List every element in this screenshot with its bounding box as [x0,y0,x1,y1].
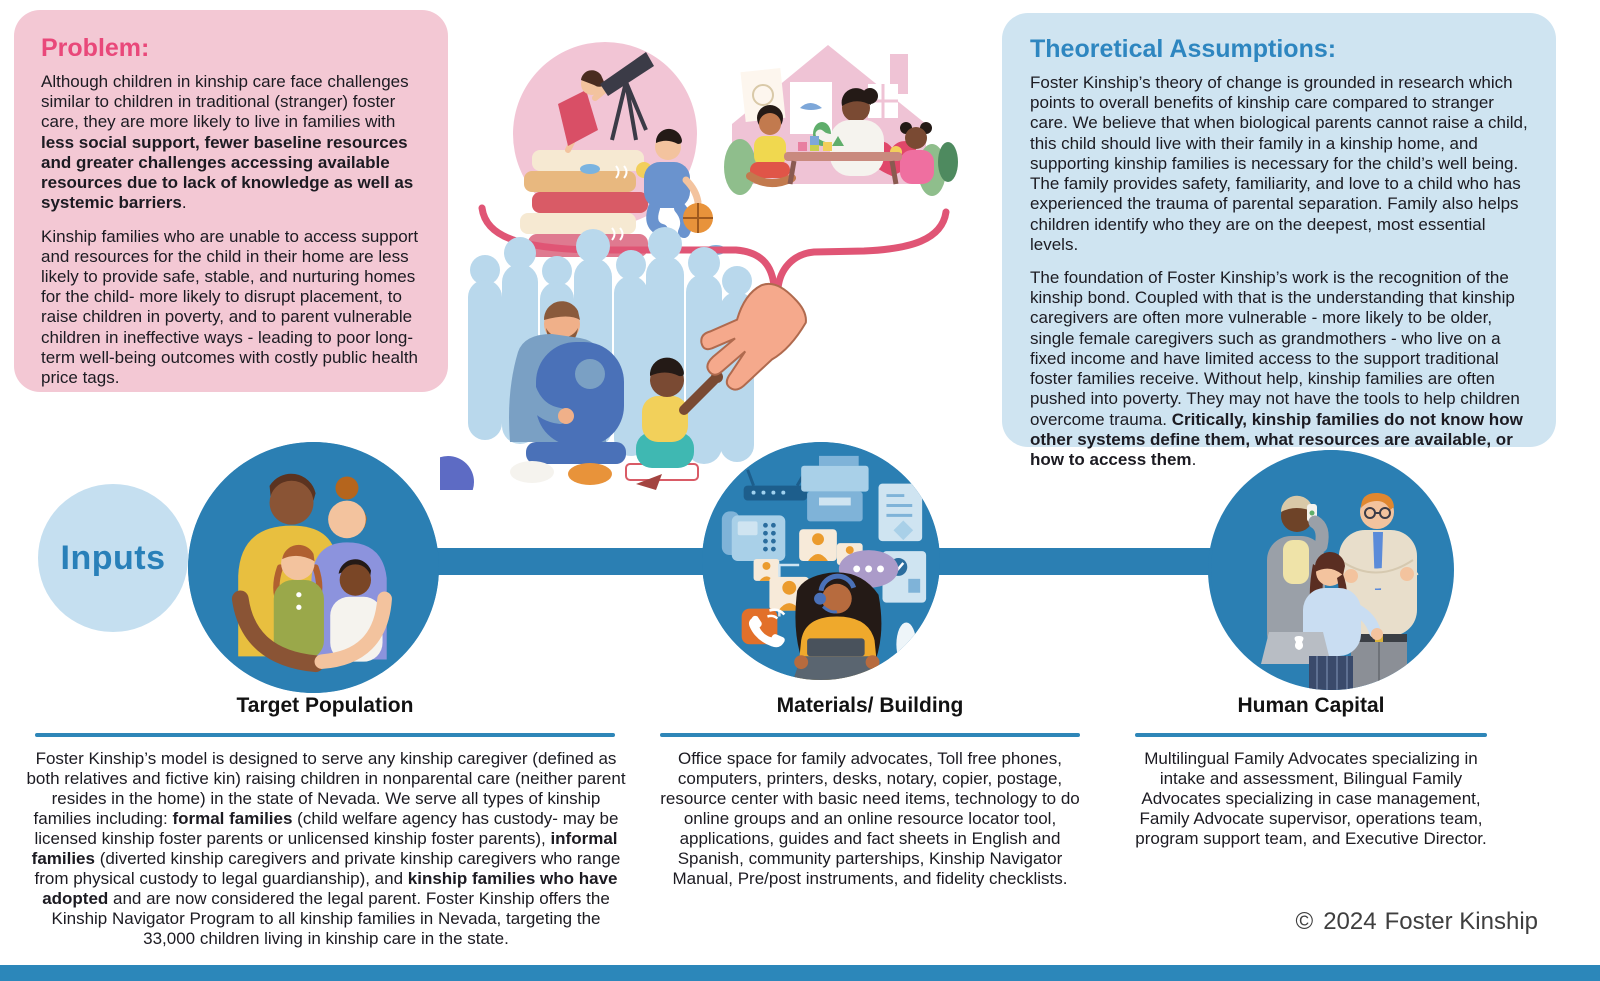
copyright-year: 2024 [1323,908,1377,935]
assumptions-paragraph-1: Foster Kinship’s theory of change is grounded in research which points to overall benefits of kinship care compared to stranger care. We believe that when biological parents cannot raise a child, this child should live with their family in a kinship home, and supporting kinship families is necessary for the child’s well being. The family provides safety, familiarity, and love to a child who has experienced the trauma of parental separation. Family also helps children identify who they are on the deepest, most essential levels. [1030,73,1528,254]
target-population-heading: Target Population [236,694,414,717]
plant-icon [896,622,940,680]
target-population-circle [188,442,439,693]
materials-building-circle [702,442,940,680]
kinship-support-illustration [440,12,1000,490]
agent-woman [793,572,881,680]
problem-paragraph-1: Although children in kinship care face challenges similar to children in traditional (stranger) foster care, they are more likely to live in families with less social support, fewer baseline resources and greater challenges accessing available resources due to lack of knowledge as well as systemic barriers. [41,72,414,213]
target-population-underline [35,733,615,737]
problem-title: Problem: [41,34,150,62]
inputs-circle [38,484,188,632]
assumptions-paragraph-2: The foundation of Foster Kinship’s work is the recognition of the kinship bond. Coupled with that is the understanding that kinship caregivers are often more vulnerable - more likely to be older, single female caregivers such as grandmothers - who live on a fixed income and have limited access to the support traditional foster families receive. Without help, kinship families are often pushed into poverty. They may not have the tools to help children overcome trauma. Critically, kinship families do not know how other systems define them, what resources are available, or how to access them. [1030,267,1523,469]
family-playing-in-pink-house-icon [724,45,958,196]
human-capital-underline [1135,733,1487,737]
copyright-line [1296,908,1538,936]
staff-team-illustration [1208,450,1454,690]
problem-paragraph-2: Kinship families who are unable to access support and resources for the child in their home are less likely to provide safe, stable, and nurturing homes for the child- more likely to disrupt placement, to raise children in poverty, and to parent vulnerable children in ineffective ways - leading to poor long-term well-being outcomes with costly public health price tags. [41,226,419,388]
human-capital-text: Multilingual Family Advocates specializing in intake and assessment, Bilingual Family Advocates specializing in case management, Family Advocate supervisor, operations team, program support team, and Executive Director. [1135,749,1487,849]
target-population-text: Foster Kinship’s model is designed to serve any kinship caregiver (defined as both relatives and fictive kin) raising children in nonparental care (neither parent resides in the home) in the state of Nevada. We serve all types of kinship families including: formal families (child welfare agency has custody- may be licensed kinship foster parents or unlicensed kinship foster parents), informal families (diverted kinship caregivers and private kinship caregivers who range from physical custody to legal guardianship), and kinship families who have adopted and are now considered the legal parent. Foster Kinship offers the Kinship Navigator Program to all kinship families in Nevada, targeting the 33,000 children living in kinship care in the state. [26,749,626,949]
theoretical-assumptions-box [1002,13,1556,469]
materials-building-underline [660,733,1080,737]
copyright-org: Foster Kinship [1384,908,1538,935]
inputs-label: Inputs [60,538,166,577]
materials-building-text: Office space for family advocates, Toll free phones, computers, printers, desks, notary, copier, postage, resource center with basic need items, technology to do online groups and an online resource locator tool, applications, guides and fact sheets in English and Spanish, community parterships, Kinship Navigator Manual, Pre/post instruments, and fidelity checklists. [660,749,1080,889]
bottom-accent-bar [0,965,1600,981]
human-capital-heading: Human Capital [1237,694,1385,717]
human-capital-circle [1208,450,1454,690]
family-hug-illustration [188,442,439,693]
copyright-icon: © [1295,908,1314,935]
desk-phone-icon [722,511,785,561]
support-agent-illustration [702,442,940,680]
theoretical-assumptions-title: Theoretical Assumptions: [1030,35,1337,63]
problem-box [14,10,448,392]
materials-building-heading: Materials/ Building [776,694,964,717]
document-icon [879,484,923,542]
